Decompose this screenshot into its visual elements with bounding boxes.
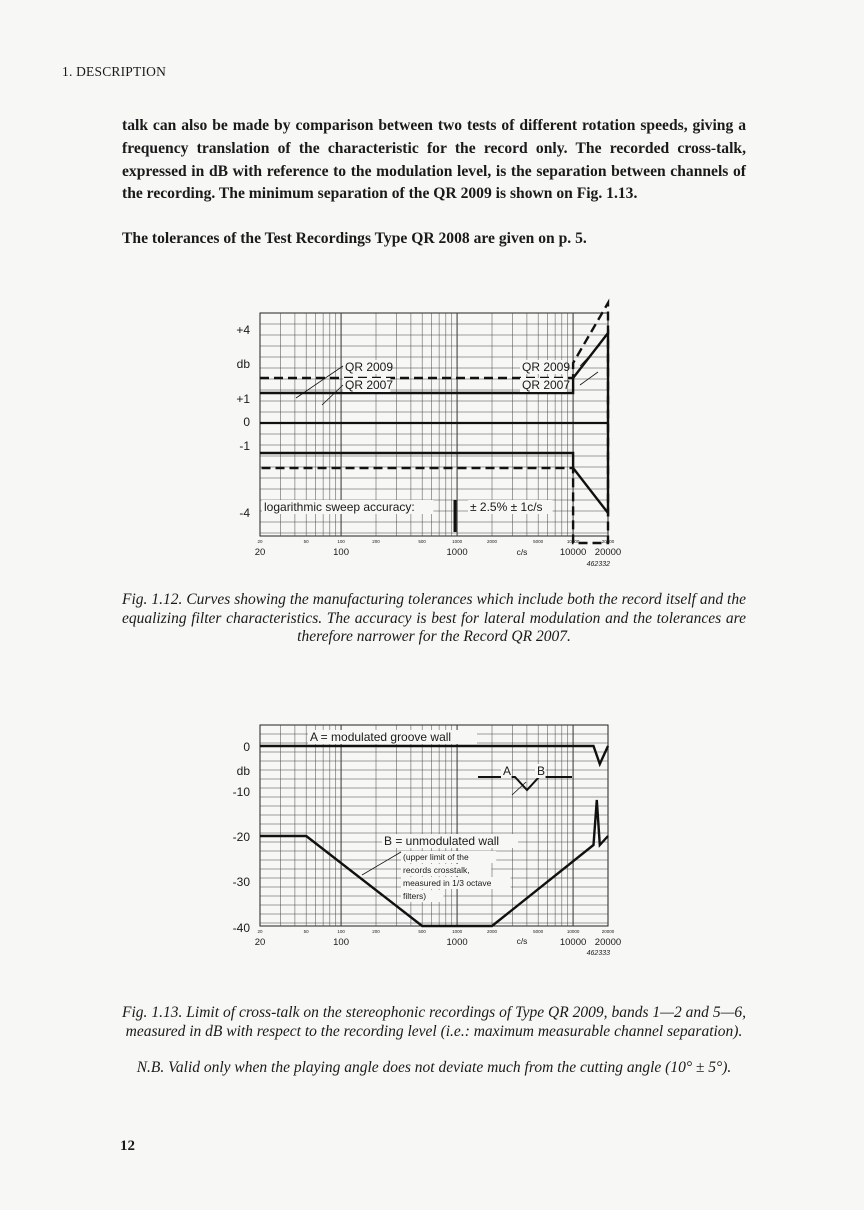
body-paragraph-1: talk can also be made by comparison between two tests of different rotation speeds, giving a frequency translation of the characteristic for the record only. The recorded cross-talk, expressed in dB with reference to the modulation level, is the separation between channels of the recording. The minimum separation of the QR 2009 is shown on Fig. 1.13. [122, 117, 746, 203]
x-minor-tick-label: 20 [257, 929, 263, 934]
x-tick-label: 20000 [594, 937, 622, 948]
y-tick-label: db [236, 764, 250, 778]
x-tick-label: 100 [333, 937, 350, 948]
y-tick-label: +4 [236, 323, 250, 337]
annotation: QR 2009 [522, 360, 571, 374]
x-tick-label: 1000 [446, 937, 468, 948]
x-tick-label: 20 [254, 547, 266, 558]
annotation: QR 2007 [345, 378, 394, 392]
annotation: (upper limit of the [403, 852, 469, 862]
x-unit-label: c/s [516, 936, 528, 946]
series-a [260, 746, 608, 764]
annotation: QR 2009 [345, 360, 394, 374]
leader-line [362, 852, 401, 875]
x-minor-tick-label: 100 [337, 539, 345, 544]
x-minor-tick-label: 5000 [533, 539, 544, 544]
page-number: 12 [120, 1138, 135, 1154]
figure-1-12-caption: Fig. 1.12. Curves showing the manufacturing tolerances which include both the record itself and the equalizing filter characteristics. The accuracy is best for lateral modulation and the tolerances are therefore narrower for the Record QR 2007. [122, 591, 746, 646]
x-minor-tick-label: 200 [372, 539, 380, 544]
annotation: measured in 1/3 octave [403, 878, 492, 888]
x-tick-label: 1000 [446, 547, 468, 558]
annotation: records crosstalk, [403, 865, 470, 875]
annotation: ± 2.5% ± 1c/s [470, 500, 543, 514]
y-tick-label: 0 [243, 740, 250, 754]
x-minor-tick-label: 10000 [566, 929, 580, 934]
x-minor-tick-label: 500 [418, 539, 426, 544]
leader-line [512, 782, 526, 795]
x-minor-tick-label: 50 [303, 929, 309, 934]
x-minor-tick-label: 5000 [533, 929, 544, 934]
figure-code: 462332 [586, 561, 610, 568]
annotation: logarithmic sweep accuracy: [264, 500, 415, 514]
y-tick-label: -30 [232, 875, 250, 889]
x-tick-label: 10000 [559, 547, 587, 558]
y-tick-label: db [236, 357, 250, 371]
x-tick-label: 20 [254, 937, 266, 948]
x-minor-tick-label: 200 [372, 929, 380, 934]
x-tick-label: 10000 [559, 937, 587, 948]
annotation: A = modulated groove wall [310, 730, 452, 744]
y-tick-label: -4 [239, 506, 250, 520]
y-tick-label: 0 [243, 415, 250, 429]
x-minor-tick-label: 10000 [566, 539, 580, 544]
nb-note: N.B. Valid only when the playing angle does not deviate much from the cutting angle (10° ± 5°). [136, 1059, 732, 1076]
annotation: filters) [403, 891, 427, 901]
x-tick-label: 100 [333, 547, 350, 558]
annotation: A [503, 764, 512, 778]
x-minor-tick-label: 20000 [601, 929, 615, 934]
x-tick-label: 20000 [594, 547, 622, 558]
figure-1-13-caption: Fig. 1.13. Limit of cross-talk on the stereophonic recordings of Type QR 2009, bands 1—2 and 5—6, measured in dB with respect to the recording level (i.e.: maximum measurable channel separation). [122, 1004, 746, 1040]
section-header: 1. DESCRIPTION [62, 64, 167, 79]
y-tick-label: +1 [236, 392, 250, 406]
x-minor-tick-label: 1000 [452, 539, 463, 544]
figure-code: 462333 [586, 950, 610, 957]
x-minor-tick-label: 2000 [486, 539, 498, 544]
y-tick-label: -1 [239, 439, 250, 453]
annotation: B [537, 764, 546, 778]
x-minor-tick-label: 500 [418, 929, 426, 934]
x-minor-tick-label: 50 [303, 539, 309, 544]
y-tick-label: -40 [232, 921, 250, 935]
annotation: QR 2007 [522, 378, 571, 392]
annotation: B = unmodulated wall [384, 834, 500, 848]
x-minor-tick-label: 1000 [452, 929, 463, 934]
y-tick-label: -20 [232, 830, 250, 844]
x-minor-tick-label: 100 [337, 929, 345, 934]
body-paragraph-2: The tolerances of the Test Recordings Type QR 2008 are given on p. 5. [122, 230, 587, 247]
x-minor-tick-label: 20 [257, 539, 263, 544]
y-tick-label: -10 [232, 785, 250, 799]
x-minor-tick-label: 20000 [601, 539, 615, 544]
x-unit-label: c/s [516, 547, 528, 557]
x-minor-tick-label: 2000 [486, 929, 498, 934]
